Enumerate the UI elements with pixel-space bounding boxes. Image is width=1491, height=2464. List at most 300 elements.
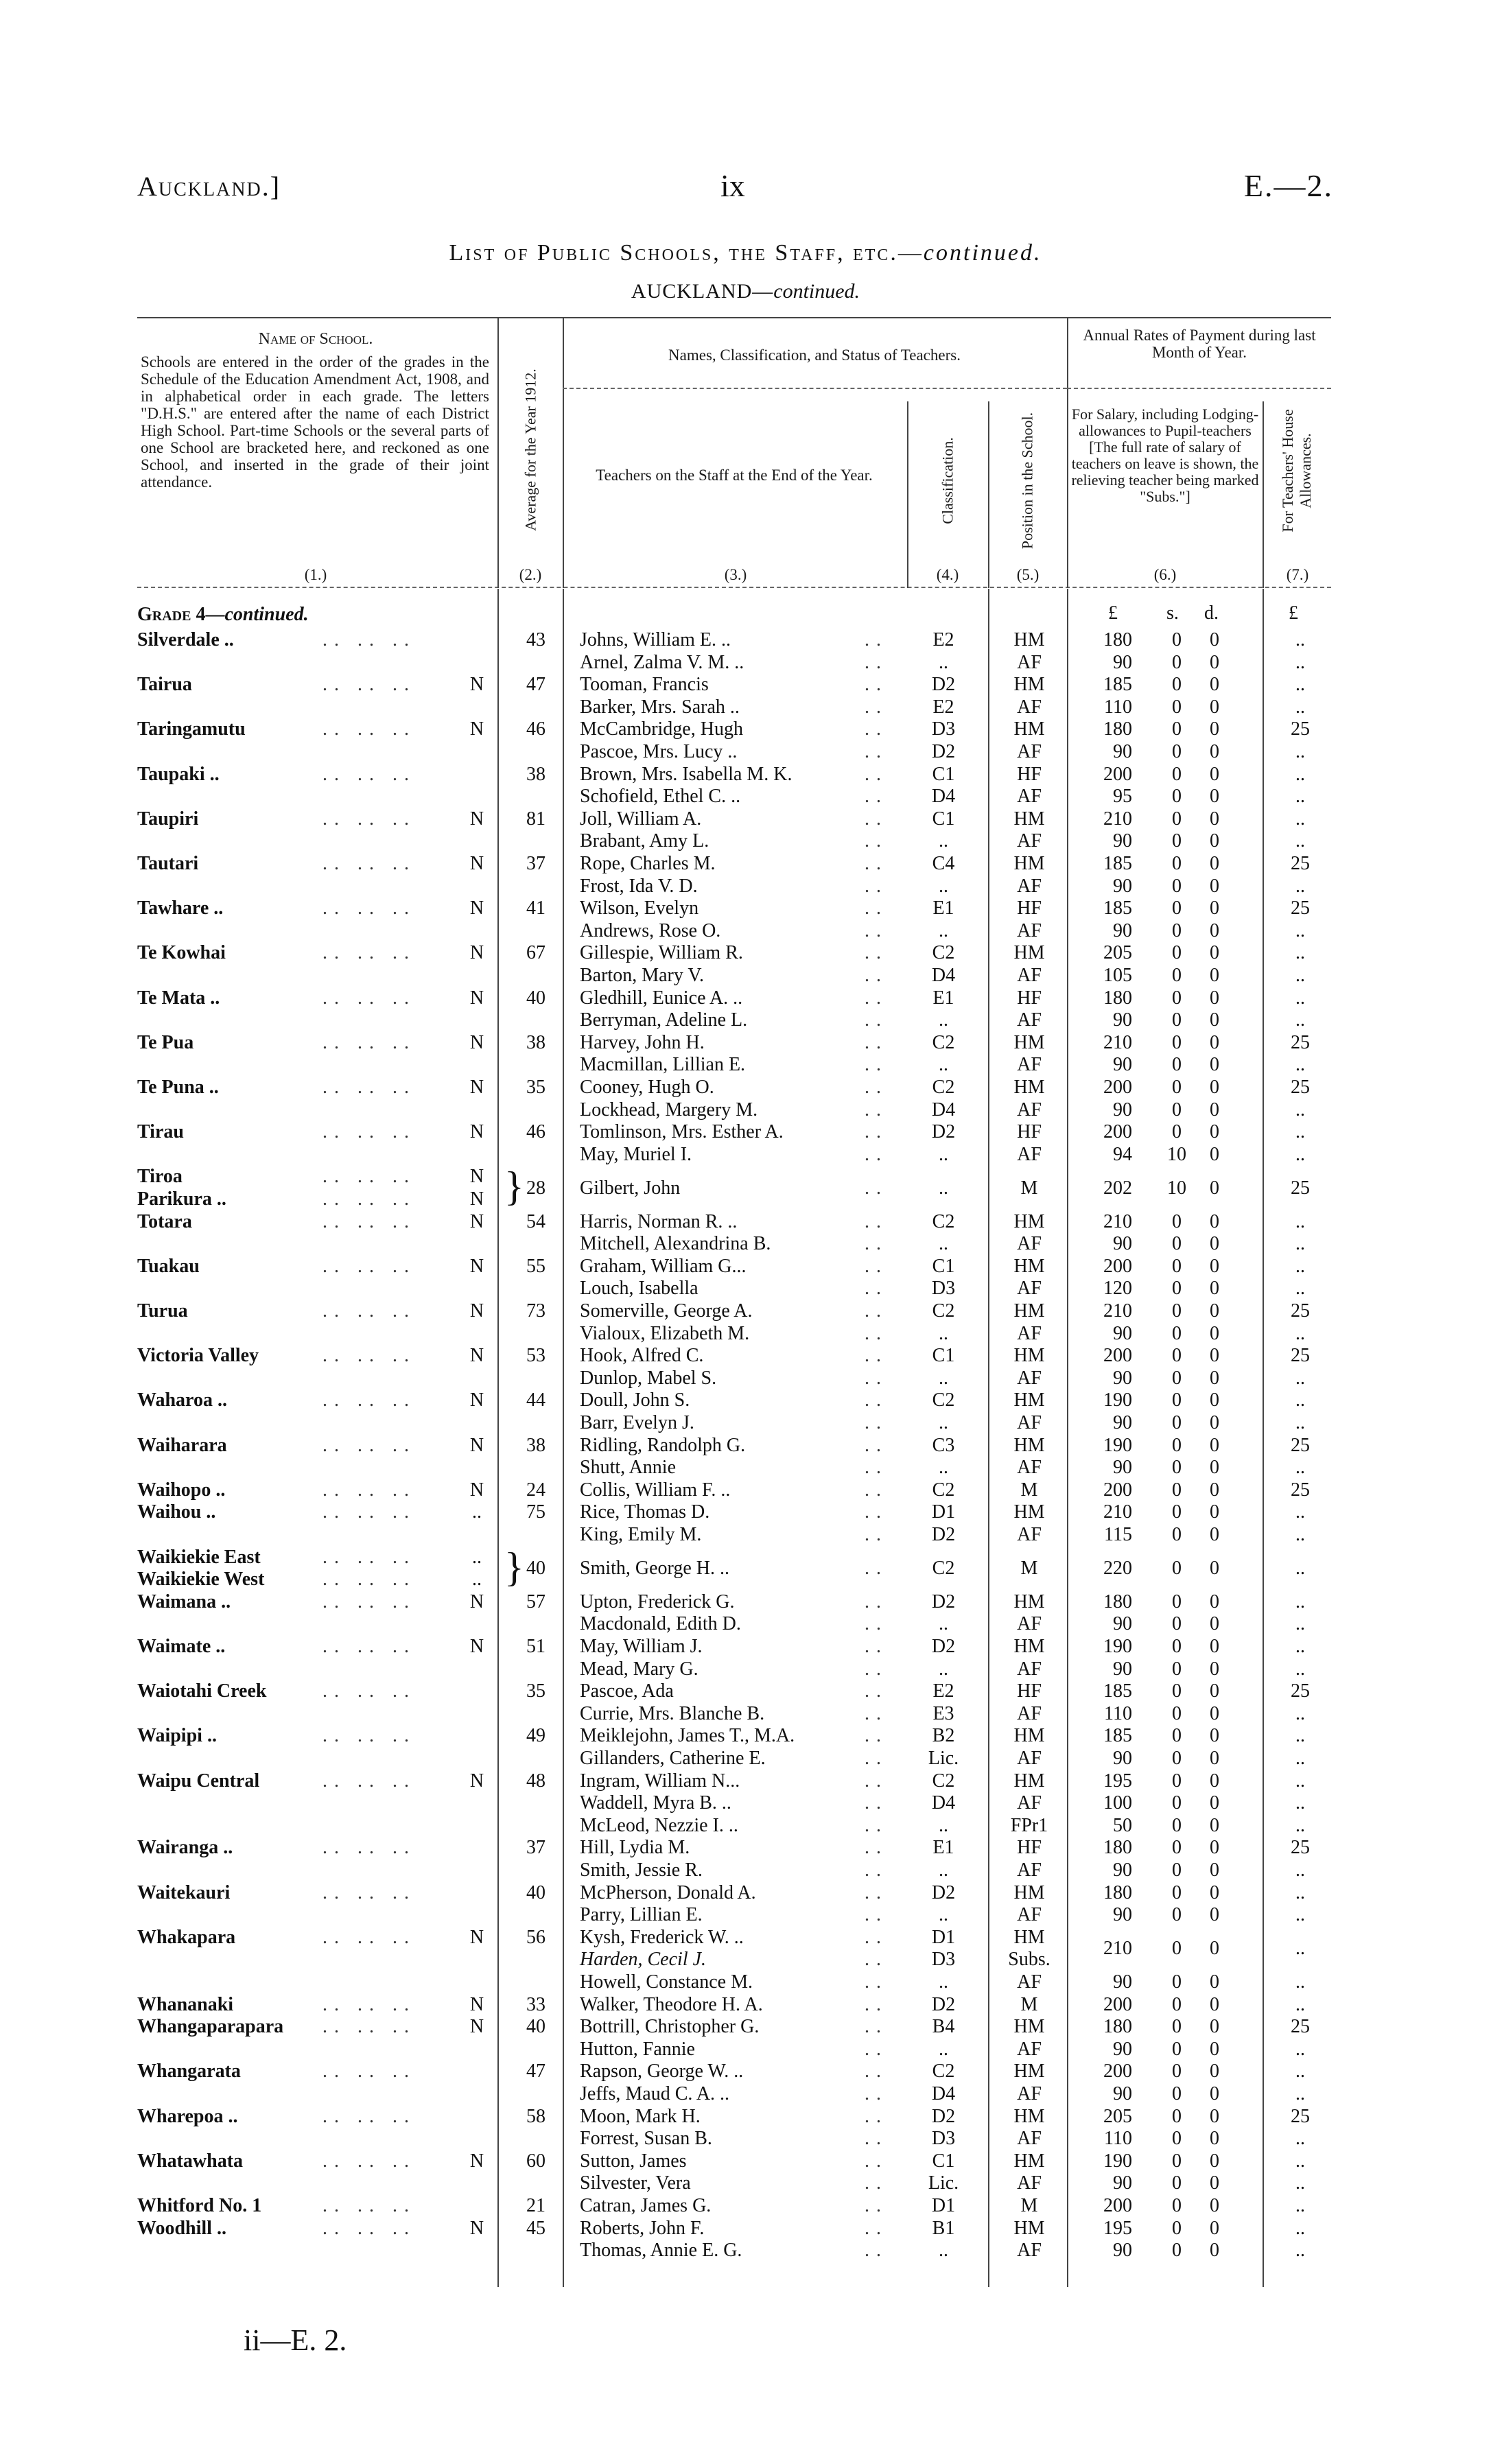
salary-pounds: 200 [1103,1121,1132,1143]
position: AF [1017,1099,1042,1120]
school-name: Taupiri [137,808,199,830]
house-allowance: .. [1295,1524,1305,1545]
salary-shillings: 0 [1172,2038,1182,2060]
salary-pounds: 185 [1103,674,1132,696]
position: HM [1013,674,1045,696]
house-allowance: 25 [1291,1345,1310,1367]
salary-pence: 0 [1210,987,1219,1009]
house-allowance: .. [1295,651,1305,673]
salary-shillings: 0 [1172,786,1182,808]
salary-pounds: 90 [1113,1099,1132,1120]
salary-pence: 0 [1210,1993,1219,2015]
salary-pence: 0 [1210,1702,1219,1724]
salary-pounds: 90 [1113,1009,1132,1031]
salary-shillings: 0 [1172,1557,1182,1579]
body-divider-4 [988,589,989,2287]
teacher-name: Ingram, William N... [580,1770,740,1792]
teachers-group-rule [563,388,1067,389]
house-allowance: 25 [1291,2016,1310,2038]
salary-pence: 0 [1210,1814,1219,1836]
leader-dots: .. .. .. [322,897,416,919]
salary-pounds: 120 [1103,1278,1132,1300]
teacher-name: Cooney, Hugh O. [580,1077,714,1098]
salary-pence: 0 [1210,2172,1219,2194]
teacher-name: Macdonald, Edith D. [580,1613,741,1635]
salary-pence: 0 [1210,718,1219,740]
teacher-name: Macmillan, Lillian E. [580,1054,746,1076]
salary-pounds: 90 [1113,2083,1132,2104]
salary-pence: 0 [1210,1501,1219,1523]
house-allowance: .. [1295,1322,1305,1344]
annual-group-head: Annual Rates of Payment during last Month of Year. [1083,327,1316,361]
house-allowance: .. [1295,942,1305,964]
classification: C2 [932,2061,955,2082]
house-allowance: .. [1295,1792,1305,1814]
salary-shillings: 0 [1172,1031,1182,1053]
school-name: Tairua [137,674,192,696]
classification: .. [939,1658,948,1680]
salary-pence: 0 [1210,1457,1219,1479]
leader-dots: .. [865,987,888,1009]
leader-dots: .. [865,763,888,785]
leader-dots: .. [865,2083,888,2104]
salary-shillings: 0 [1172,1881,1182,1903]
salary-shillings: 0 [1172,1658,1182,1680]
house-allowance: 25 [1291,2105,1310,2127]
salary-pounds: 180 [1103,1591,1132,1612]
salary-pounds: 90 [1113,1322,1132,1344]
school-name: Whananaki [137,1993,234,2015]
teacher-name: Moon, Mark H. [580,2105,701,2127]
classification: E2 [932,1680,954,1702]
native-flag: N [469,1255,484,1277]
classification: D2 [931,2105,956,2127]
salary-pounds: 180 [1103,987,1132,1009]
classification: C1 [932,1255,955,1277]
salary-shillings: 0 [1172,987,1182,1009]
classification: C2 [932,1557,955,1579]
leader-dots: .. .. .. [322,1501,416,1523]
salary-shillings: 0 [1172,1210,1182,1232]
salary-shillings: 0 [1172,1300,1182,1322]
native-flag: N [469,1770,484,1792]
house-allowance: .. [1295,1613,1305,1635]
teacher-name: Lockhead, Margery M. [580,1099,758,1120]
house-allowance: .. [1295,875,1305,897]
salary-pence: 0 [1210,1881,1219,1903]
leader-dots: .. [865,2195,888,2216]
position: HM [1013,1345,1045,1367]
salary-pence: 0 [1210,2061,1219,2082]
salary-shillings: 0 [1172,1501,1182,1523]
salary-shillings: 0 [1172,2016,1182,2038]
salary-shillings: 0 [1172,1837,1182,1859]
grade-label: Grade 4— [137,604,225,625]
leader-dots: .. [865,718,888,740]
average-attendance: 37 [526,1837,545,1859]
teacher-name: Hill, Lydia M. [580,1837,690,1859]
native-flag: N [469,2016,484,2038]
grade-continued: continued. [224,604,309,625]
classification: D1 [931,1926,956,1948]
teacher-name: Gledhill, Eunice A. .. [580,987,743,1009]
native-flag: N [469,853,484,874]
salary-pounds: 210 [1103,808,1132,830]
position: HM [1013,629,1045,650]
leader-dots: .. .. .. [322,1546,416,1568]
salary-pounds: 105 [1103,965,1132,986]
position: M [1020,1479,1038,1501]
salary-pence: 0 [1210,651,1219,673]
salary-pounds: 210 [1103,1501,1132,1523]
average-attendance: 40 [526,1881,545,1903]
classification: C1 [932,2150,955,2172]
leader-dots: .. [865,965,888,986]
salary-shillings: 0 [1172,1077,1182,1098]
salary-pounds: 185 [1103,1725,1132,1747]
col-divider-4 [988,401,989,588]
native-flag: N [469,808,484,830]
salary-pounds: 90 [1113,1457,1132,1479]
leader-dots: .. [865,1636,888,1657]
leader-dots: .. [865,2038,888,2060]
average-attendance: 40 [526,1557,545,1579]
school-name: Waihopo .. [137,1479,226,1501]
leader-dots: .. [865,1434,888,1456]
house-col-head: For Teachers' House Allowances. [1279,409,1314,532]
school-name: Waipu Central [137,1770,260,1792]
title-continued: continued. [923,240,1042,266]
average-attendance: 28 [526,1177,545,1199]
teacher-name: Thomas, Annie E. G. [580,2240,742,2262]
leader-dots: .. [865,1412,888,1433]
school-name: Turua [137,1300,188,1322]
teacher-name: Mead, Mary G. [580,1658,698,1680]
leader-dots: .. .. .. [322,808,416,830]
native-flag: N [469,674,484,696]
house-allowance: .. [1295,2195,1305,2216]
position: M [1020,2195,1038,2216]
salary-pounds: 190 [1103,2150,1132,2172]
teacher-name: Sutton, James [580,2150,687,2172]
position: HM [1013,1725,1045,1747]
school-col-note: Schools are entered in the order of the grades in the Schedule of the Education Amendment Act, 1908, and in alphabetical order in each grade. The letters "D.H.S." are entered after the name of each District High School. Part-time Schools or the several parts of one School are bracketed here, and reckoned as one School, and inserted in the grade of their joint attendance. [141,353,489,491]
salary-pence: 0 [1210,2083,1219,2104]
teacher-name: May, Muriel I. [580,1143,692,1165]
position: AF [1017,651,1042,673]
salary-pence: 0 [1210,853,1219,874]
leader-dots: .. [865,2061,888,2082]
position: HF [1017,897,1042,919]
position: AF [1017,2172,1042,2194]
teacher-name: Louch, Isabella [580,1278,698,1300]
classification: .. [939,651,948,673]
salary-shillings: 0 [1172,942,1182,964]
teacher-name: Gillespie, William R. [580,942,743,964]
salary-pounds: 90 [1113,1613,1132,1635]
salary-shillings: 0 [1172,875,1182,897]
salary-pence: 0 [1210,763,1219,785]
leader-dots: .. [865,1770,888,1792]
salary-shillings: 0 [1172,1725,1182,1747]
teacher-name: Pascoe, Mrs. Lucy .. [580,741,738,762]
position: HM [1013,1770,1045,1792]
average-attendance: 73 [526,1300,545,1322]
position: HM [1013,808,1045,830]
salary-shillings: 0 [1172,1792,1182,1814]
house-allowance: .. [1295,1748,1305,1769]
leader-dots: .. .. .. [322,2195,416,2216]
native-flag: N [469,897,484,919]
classification: E1 [932,1837,954,1859]
salary-shillings: 0 [1172,1938,1182,1960]
leader-dots: .. .. .. [322,1569,416,1591]
average-attendance: 67 [526,942,545,964]
salary-pence: 0 [1210,830,1219,852]
salary-pounds: 190 [1103,1636,1132,1657]
house-allowance: .. [1295,1278,1305,1300]
teacher-name: Waddell, Myra B. .. [580,1792,731,1814]
leader-dots: .. [865,1255,888,1277]
house-allowance: .. [1295,919,1305,941]
native-flag: N [469,718,484,740]
classification: C2 [932,1210,955,1232]
average-attendance: 57 [526,1591,545,1612]
salary-pounds: 180 [1103,629,1132,650]
salary-pence: 0 [1210,1031,1219,1053]
salary-pence: 0 [1210,897,1219,919]
classification: .. [939,1971,948,1993]
position: AF [1017,1412,1042,1433]
teacher-name: Tomlinson, Mrs. Esther A. [580,1121,784,1143]
classification: .. [939,830,948,852]
leader-dots: .. [865,1077,888,1098]
leader-dots: .. .. .. [322,1345,416,1367]
school-name: Totara [137,1210,192,1232]
salary-shillings: 0 [1172,1233,1182,1255]
school-name: Taringamutu [137,718,246,740]
position: HM [1013,853,1045,874]
classification: B1 [932,2217,955,2239]
salary-pounds: 185 [1103,897,1132,919]
salary-pence: 0 [1210,2105,1219,2127]
leader-dots: .. [865,897,888,919]
position: HM [1013,1389,1045,1411]
salary-pence: 0 [1210,2150,1219,2172]
classification: Lic. [928,2172,959,2194]
native-flag: N [469,1345,484,1367]
leader-dots: .. [865,1859,888,1881]
salary-pounds: 90 [1113,2240,1132,2262]
native-flag: N [469,2217,484,2239]
units-pence: d. [1204,602,1219,624]
position: AF [1017,1748,1042,1769]
average-attendance: 38 [526,1031,545,1053]
position: HM [1013,1636,1045,1657]
teacher-name: Andrews, Rose O. [580,919,721,941]
average-attendance: 49 [526,1725,545,1747]
salary-shillings: 0 [1172,2172,1182,2194]
position: HM [1013,2016,1045,2038]
school-name: Waikiekie East [137,1546,261,1568]
teacher-name: Harden, Cecil J. [580,1949,707,1971]
leader-dots: .. [865,853,888,874]
col-divider-3 [907,401,908,588]
house-allowance: .. [1295,808,1305,830]
page-header-left: Auckland.] [137,171,281,202]
salary-pence: 0 [1210,2128,1219,2150]
leader-dots: .. [865,1524,888,1545]
salary-pounds: 90 [1113,1971,1132,1993]
average-attendance: 35 [526,1680,545,1702]
school-name: Te Pua [137,1031,194,1053]
leader-dots: .. .. .. [322,1434,416,1456]
salary-pounds: 190 [1103,1389,1132,1411]
salary-pence: 0 [1210,1233,1219,1255]
house-allowance: .. [1295,2240,1305,2262]
school-name: Whatawhata [137,2150,244,2172]
salary-pounds: 180 [1103,718,1132,740]
classification: .. [939,1367,948,1389]
position: HF [1017,987,1042,1009]
position: HM [1013,1881,1045,1903]
leader-dots: .. .. .. [322,1725,416,1747]
leader-dots: .. [865,1009,888,1031]
salary-pounds: 195 [1103,1770,1132,1792]
classification: C3 [932,1434,955,1456]
salary-pounds: 205 [1103,2105,1132,2127]
teacher-name: Ridling, Randolph G. [580,1434,746,1456]
average-attendance: 53 [526,1345,545,1367]
house-allowance: 25 [1291,718,1310,740]
school-name: Tiroa [137,1166,183,1188]
teacher-name: Rice, Thomas D. [580,1501,710,1523]
leader-dots: .. .. .. [322,987,416,1009]
teacher-name: Brown, Mrs. Isabella M. K. [580,763,793,785]
classification: .. [939,875,948,897]
table-title [0,240,1491,266]
house-allowance: 25 [1291,853,1310,874]
salary-pounds: 200 [1103,2195,1132,2216]
salary-shillings: 0 [1172,1770,1182,1792]
salary-shillings: 0 [1172,1389,1182,1411]
school-name: Silverdale .. [137,629,234,650]
house-allowance: .. [1295,1591,1305,1612]
average-attendance: 81 [526,808,545,830]
leader-dots: .. [865,741,888,762]
leader-dots: .. [865,1748,888,1769]
teacher-name: Smith, George H. .. [580,1557,730,1579]
leader-dots: .. [865,1557,888,1579]
position: AF [1017,1904,1042,1926]
leader-dots: .. .. .. [322,1121,416,1143]
average-attendance: 56 [526,1926,545,1948]
classification: .. [939,1054,948,1076]
salary-pounds: 210 [1103,1938,1132,1960]
teacher-name: Dunlop, Mabel S. [580,1367,717,1389]
leader-dots: .. [865,830,888,852]
position: AF [1017,2128,1042,2150]
salary-shillings: 0 [1172,1859,1182,1881]
position: Subs. [1008,1949,1050,1971]
salary-shillings: 0 [1172,808,1182,830]
page-header-right: E.—2. [1243,168,1333,203]
teacher-name: Meiklejohn, James T., M.A. [580,1725,795,1747]
salary-pounds: 210 [1103,1300,1132,1322]
house-allowance: .. [1295,1099,1305,1120]
classification: C4 [932,853,955,874]
salary-pounds: 90 [1113,919,1132,941]
salary-pence: 0 [1210,1054,1219,1076]
classification: C2 [932,942,955,964]
native-flag: N [469,1434,484,1456]
teacher-name: Catran, James G. [580,2195,712,2216]
teacher-name: Walker, Theodore H. A. [580,1993,763,2015]
house-allowance: .. [1295,1412,1305,1433]
position: AF [1017,1457,1042,1479]
salary-pence: 0 [1210,965,1219,986]
leader-dots: .. [865,1904,888,1926]
salary-pounds: 95 [1113,786,1132,808]
leader-dots: .. .. .. [322,1031,416,1053]
native-flag: N [469,1300,484,1322]
house-allowance: .. [1295,1993,1305,2015]
classification: C1 [932,763,955,785]
native-flag: .. [472,1546,482,1568]
leader-dots: .. [865,942,888,964]
salary-pence: 0 [1210,2195,1219,2216]
average-attendance: 38 [526,763,545,785]
house-allowance: .. [1295,763,1305,785]
salary-shillings: 0 [1172,2061,1182,2082]
leader-dots: .. [865,1725,888,1747]
col-5-number: (5.) [1016,566,1040,583]
classification: E1 [932,987,954,1009]
position: AF [1017,2083,1042,2104]
salary-pounds: 90 [1113,2038,1132,2060]
position: HM [1013,1300,1045,1322]
native-flag: N [469,987,484,1009]
teachers-col-head: Teachers on the Staff at the End of the Year. [596,467,873,484]
salary-pounds: 180 [1103,2016,1132,2038]
house-allowance: .. [1295,1971,1305,1993]
salary-pence: 0 [1210,1278,1219,1300]
classification: D2 [931,741,956,762]
school-name: Waharoa .. [137,1389,227,1411]
salary-shillings: 0 [1172,629,1182,650]
teacher-name: Barr, Evelyn J. [580,1412,694,1433]
native-flag: N [469,1636,484,1657]
salary-pounds: 185 [1103,853,1132,874]
average-attendance: 35 [526,1077,545,1098]
salary-pounds: 90 [1113,1367,1132,1389]
leader-dots: .. .. .. [322,1837,416,1859]
classification: C2 [932,1389,955,1411]
teacher-name: Roberts, John F. [580,2217,705,2239]
house-allowance: .. [1295,1859,1305,1881]
teacher-name: King, Emily M. [580,1524,702,1545]
position: AF [1017,786,1042,808]
position: HM [1013,1926,1045,1948]
house-allowance: .. [1295,741,1305,762]
classification: .. [939,2240,948,2262]
col-divider-1 [497,317,499,588]
house-allowance: .. [1295,830,1305,852]
teacher-name: May, William J. [580,1636,703,1657]
salary-pence: 0 [1210,1210,1219,1232]
school-name: Waimana .. [137,1591,231,1612]
classification: .. [939,1814,948,1836]
